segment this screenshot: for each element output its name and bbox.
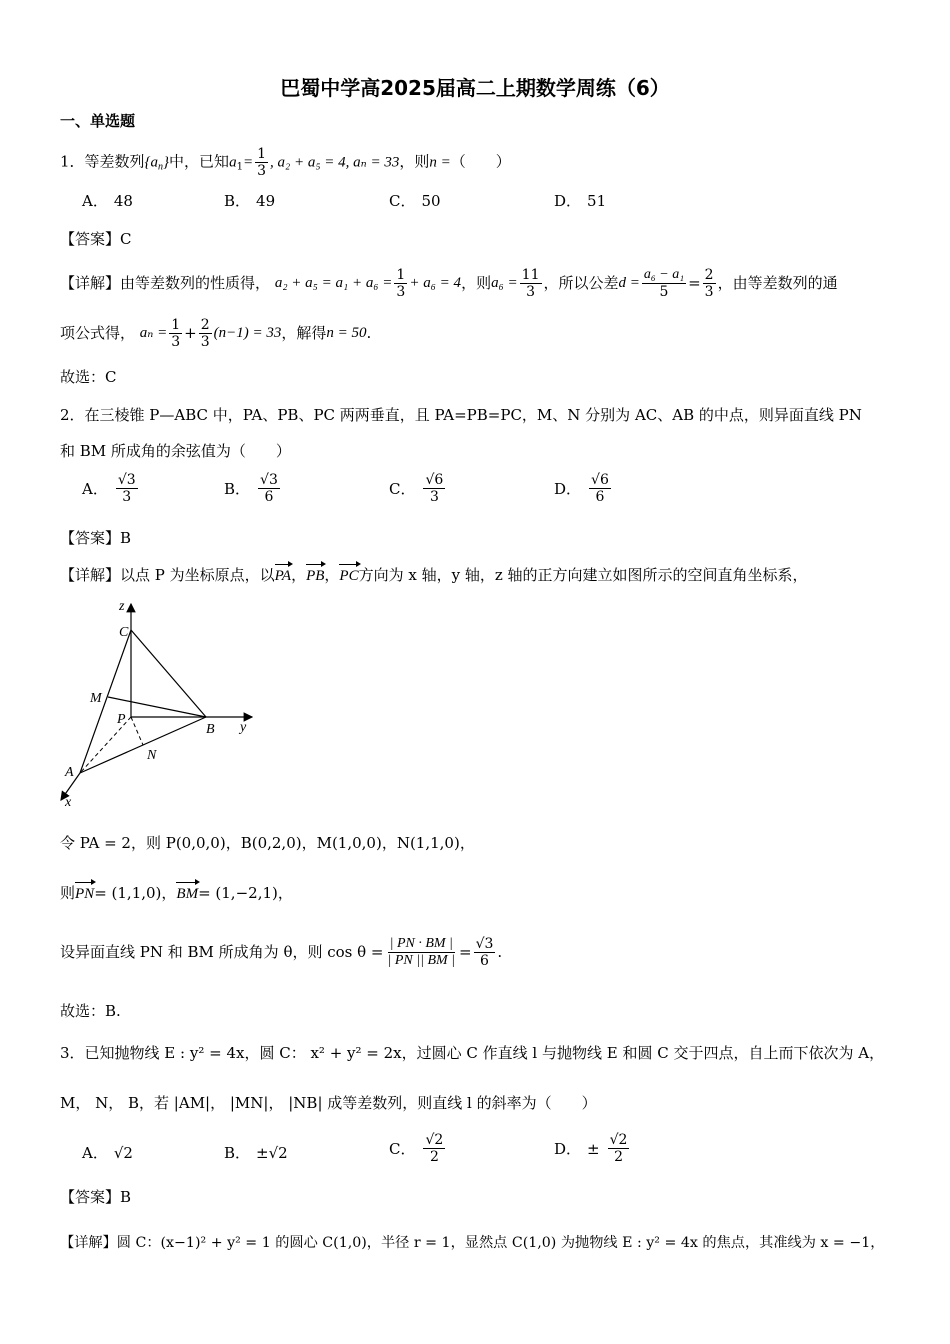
q3-option-b[interactable] [224, 1142, 288, 1163]
frac-den: 6 [595, 489, 605, 505]
text: 由等差数列的性质得， [120, 274, 271, 292]
answer-label: 【答案】 [60, 1188, 121, 1206]
q1-stem [60, 146, 890, 179]
option-label: C． [389, 1140, 416, 1158]
frac-den: 3 [122, 489, 132, 505]
q2-detail-line1 [60, 564, 890, 587]
frac-num: 2 [200, 316, 210, 333]
option-value: ±√2 [256, 1143, 288, 1162]
math: a₆ = [491, 275, 518, 291]
q3-options [82, 1132, 890, 1176]
text: . [497, 943, 503, 961]
label-c: C [119, 625, 129, 640]
text: 方向为 x 轴，y 轴，z 轴的正方向建立如图所示的空间直角坐标系， [358, 566, 808, 584]
detail-label: 【详解】 [60, 274, 121, 292]
q3-detail [60, 1232, 890, 1254]
text: ， [324, 566, 340, 584]
option-label: B． [224, 480, 251, 498]
frac-den: 3 [171, 333, 181, 350]
frac-den: 6 [480, 952, 489, 969]
option-frac [423, 472, 445, 505]
text: 以点 P 为坐标原点，以 [120, 566, 275, 584]
vector-pb: PB [306, 565, 324, 587]
edge-ca [80, 630, 131, 773]
frac-num: √2 [609, 1132, 628, 1148]
option-label: A． [82, 480, 108, 498]
math: aₙ = [139, 325, 168, 341]
option-label: B． [224, 192, 251, 210]
q2-options [82, 472, 890, 516]
frac-den: 6 [264, 489, 274, 505]
detail-label: 【详解】 [60, 1235, 117, 1251]
math: + [184, 324, 197, 342]
q1-frac-den: 3 [257, 163, 266, 179]
q1-prefix: 1．等差数列 [60, 152, 145, 171]
frac-den: 3 [200, 333, 210, 350]
q1-option-c[interactable] [389, 190, 441, 211]
frac-den: 2 [429, 1149, 439, 1165]
q1-conclusion: 故选：C [60, 368, 117, 386]
text: ，由等差数列的通 [717, 274, 838, 292]
cos-frac [386, 936, 458, 969]
q1-detail-line2 [60, 318, 890, 348]
frac-num: 1 [171, 316, 181, 333]
option-label: B． [224, 1144, 251, 1162]
segment-pn [131, 717, 143, 745]
label-y: y [240, 720, 247, 735]
q2-answer [60, 527, 890, 549]
math: = (1,−2,1)， [198, 884, 293, 902]
q1-detail-line1 [60, 268, 890, 298]
frac-den: | PN || BM | [387, 952, 456, 968]
answer-value: B [120, 529, 132, 547]
q1-answer [60, 228, 890, 250]
label-z: z [119, 599, 125, 614]
option-frac [258, 472, 280, 505]
frac [199, 317, 212, 350]
q2-cosine [60, 932, 890, 972]
q3-option-a[interactable] [82, 1142, 133, 1163]
option-frac [116, 472, 138, 505]
q3-answer [60, 1186, 890, 1208]
vector-pn: PN [75, 883, 94, 905]
label-a: A [65, 765, 74, 780]
q1-option-d[interactable] [554, 190, 606, 211]
answer-label: 【答案】 [60, 529, 121, 547]
math: n = 50 [326, 325, 367, 341]
vector-pa: PA [275, 565, 291, 587]
option-frac [423, 1132, 445, 1165]
option-label: D． [554, 1140, 582, 1158]
label-m: M [90, 691, 102, 706]
frac-den: 3 [704, 283, 714, 300]
section-heading: 一、单选题 [60, 112, 136, 130]
frac [642, 267, 686, 300]
answer-value: C [120, 230, 132, 248]
q1-a1: a [229, 154, 237, 171]
page-title: 巴蜀中学高2025届高二上期数学周练（6） [280, 76, 670, 100]
result-frac [474, 936, 496, 969]
frac [169, 317, 182, 350]
q3-stem-line1: 3．已知抛物线 E : y² = 4x，圆 C： x² + y² = 2x，过圆心 C 作直线 l 与抛物线 E 和圆 C 交于四点，自上而下依次为 A， [60, 1044, 885, 1062]
label-b: B [206, 722, 215, 737]
option-label: A． [82, 192, 108, 210]
text: ，则 [461, 274, 492, 292]
text: 则 [60, 884, 76, 902]
answer-label: 【答案】 [60, 230, 121, 248]
answer-value: B [120, 1188, 132, 1206]
frac-num: | PN · BM | [389, 935, 453, 951]
frac-den: 3 [429, 489, 439, 505]
q3-option-d[interactable] [554, 1132, 631, 1165]
q1-frac [255, 146, 268, 179]
math: a₂ + a₅ = a₁ + a₆ = [274, 275, 393, 291]
q2-stem-line2: 和 BM 所成角的余弦值为（ ） [60, 442, 291, 460]
option-label: D． [554, 192, 582, 210]
q2-stem-line1: 2．在三棱锥 P—ABC 中，PA、PB、PC 两两垂直，且 PA=PB=PC，M、N 分别为 AC、AB 的中点，则异面直线 PN [60, 406, 862, 424]
q1-a1-sub: 1 [236, 161, 243, 173]
label-x: x [65, 795, 72, 810]
option-label: D． [554, 480, 582, 498]
q2-option-b[interactable] [224, 472, 282, 505]
frac-num: 2 [704, 266, 714, 283]
math: (n−1) = 33 [213, 325, 282, 341]
q3-stem-line2: M， N， B，若 |AM|， |MN|， |NB| 成等差数列，则直线 l 的斜率为（ ） [60, 1094, 597, 1112]
frac-den: 5 [659, 283, 669, 300]
frac [394, 267, 407, 300]
q2-conclusion: 故选：B. [60, 1002, 121, 1020]
frac-num: a₆ − a₁ [643, 266, 685, 282]
math: = [459, 943, 472, 961]
text: ，所以公差 [543, 274, 619, 292]
frac-num: √6 [591, 472, 609, 488]
q2-coords: 令 PA = 2，则 P(0,0,0)，B(0,2,0)，M(1,0,0)，N(1,1,0)， [60, 834, 475, 852]
q1-frac-num: 1 [257, 146, 266, 162]
q2-vectors [60, 882, 890, 905]
frac-num: √6 [425, 472, 444, 488]
option-label: A． [82, 1144, 108, 1162]
frac-num: √3 [117, 472, 136, 488]
q1-seq-end: } [163, 154, 170, 171]
frac [703, 267, 716, 300]
option-value: 49 [256, 191, 276, 210]
q1-paren: （ ） [450, 152, 511, 171]
text: 设异面直线 PN 和 BM 所成角为 θ，则 cos θ = [60, 943, 384, 961]
q1-option-b[interactable] [224, 190, 275, 211]
frac-num: √3 [475, 935, 494, 952]
frac-num: 1 [396, 266, 406, 283]
q1-seq: {a [144, 154, 159, 171]
tetrahedron-figure [56, 596, 266, 810]
detail-label: 【详解】 [60, 566, 121, 584]
option-frac [589, 472, 611, 505]
q1-mid: 中，已知 [169, 152, 230, 171]
math: = (1,1,0)， [94, 884, 177, 902]
option-value: 51 [587, 191, 607, 210]
text: 项公式得， [60, 324, 136, 342]
q2-option-a[interactable] [82, 472, 140, 505]
q1-tail: ，则 [399, 152, 430, 171]
q1-ask: n = [429, 154, 451, 171]
frac-den: 3 [526, 283, 536, 300]
detail-text: 圆 C：(x−1)² + y² = 1 的圆心 C(1,0)，半径 r = 1，显然点 C(1,0) 为抛物线 E : y² = 4x 的焦点，其准线为 x = −1， [116, 1235, 885, 1251]
math: = [688, 274, 701, 292]
frac-num: 11 [521, 266, 540, 283]
label-n: N [147, 748, 157, 763]
frac [520, 267, 542, 300]
text: ， [291, 566, 307, 584]
option-value: 50 [421, 191, 441, 210]
text: ，解得 [281, 324, 327, 342]
text: . [366, 324, 372, 342]
option-value: √2 [113, 1143, 133, 1162]
option-frac [608, 1132, 630, 1165]
q2-option-c[interactable] [389, 472, 447, 505]
vector-pc: PC [339, 565, 358, 587]
option-pm: ± [587, 1139, 600, 1158]
q1-cond-rest: , a₂ + a₅ = 4, aₙ = 33 [269, 154, 400, 171]
q1-seq-sub: n [158, 161, 164, 173]
q3-option-c[interactable] [389, 1132, 447, 1165]
math: + a₆ = 4 [409, 275, 462, 291]
math: d = [618, 275, 640, 291]
frac-den: 3 [396, 283, 406, 300]
option-label: C． [389, 192, 416, 210]
vector-bm: BM [176, 883, 198, 905]
frac-num: √2 [425, 1132, 444, 1148]
q1-option-a[interactable] [82, 190, 133, 211]
q1-eq: = [242, 154, 254, 171]
frac-num: √3 [260, 472, 278, 488]
option-label: C． [389, 480, 416, 498]
q2-option-d[interactable] [554, 472, 613, 505]
frac-den: 2 [614, 1149, 623, 1165]
option-value: 48 [113, 191, 133, 210]
label-p: P [117, 712, 126, 727]
